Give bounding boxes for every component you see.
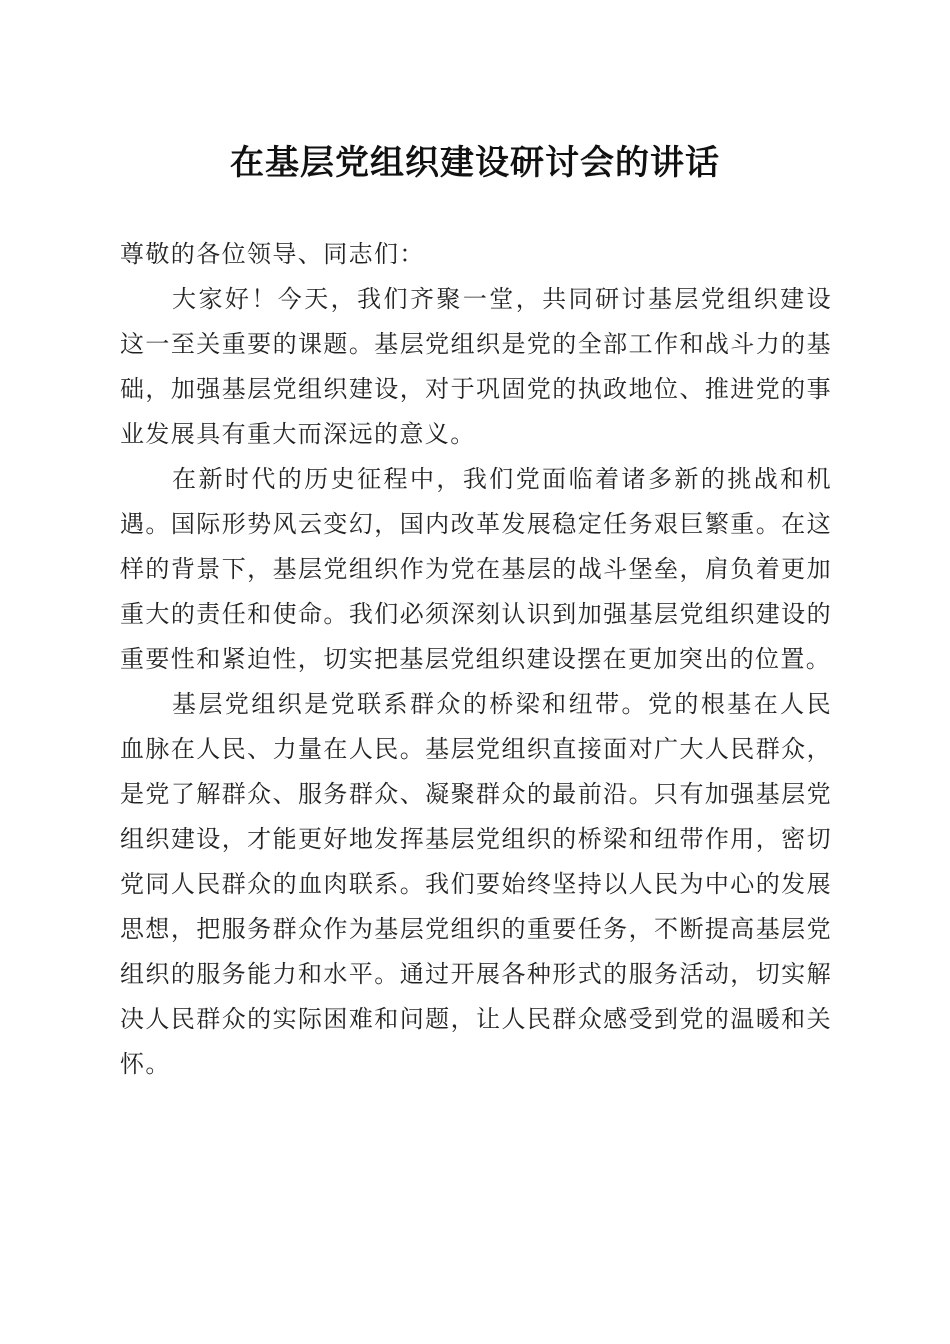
paragraph-2: 在新时代的历史征程中，我们党面临着诸多新的挑战和机遇。国际形势风云变幻，国内改革发展稳定任务艰巨繁重。在这样的背景下，基层党组织作为党在基层的战斗堡垒，肩负着更加重大的责任和使命。我们必须深刻认识到加强基层党组织建设的重要性和紧迫性，切实把基层党组织建设摆在更加突出的位置。	[120, 465, 832, 673]
paragraph-1: 大家好！今天，我们齐聚一堂，共同研讨基层党组织建设这一至关重要的课题。基层党组织是党的全部工作和战斗力的基础，加强基层党组织建设，对于巩固党的执政地位、推进党的事业发展具有重大而深远的意义。	[120, 285, 832, 448]
document-body	[120, 232, 832, 1087]
paragraph-3: 基层党组织是党联系群众的桥梁和纽带。党的根基在人民血脉在人民、力量在人民。基层党组织直接面对广大人民群众，是党了解群众、服务群众、凝聚群众的最前沿。只有加强基层党组织建设，才能更好地发挥基层党组织的桥梁和纽带作用，密切党同人民群众的血肉联系。我们要始终坚持以人民为中心的发展思想，把服务群众作为基层党组织的重要任务，不断提高基层党组织的服务能力和水平。通过开展各种形式的服务活动，切实解决人民群众的实际困难和问题，让人民群众感受到党的温暖和关怀。	[120, 690, 832, 1078]
document-title: 在基层党组织建设研讨会的讲话	[230, 143, 720, 183]
salutation: 尊敬的各位领导、同志们：	[120, 240, 425, 268]
